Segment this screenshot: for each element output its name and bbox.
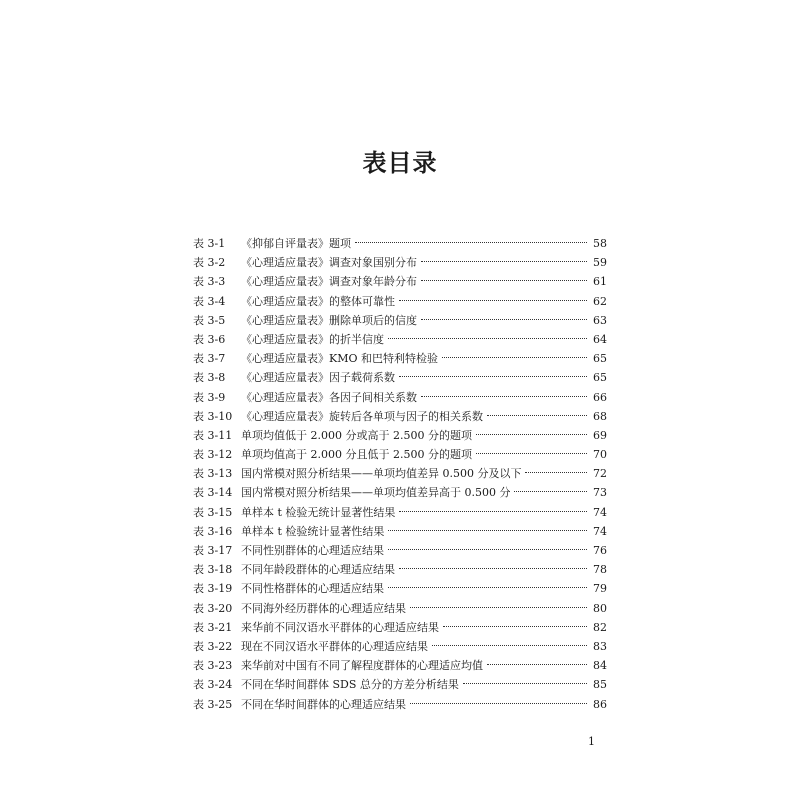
toc-entry[interactable] [193,637,607,656]
toc-entry-title: 单样本 t 检验无统计显著性结果 [241,505,396,519]
toc-entry-label: 表 3-23 [193,659,233,673]
toc-entry-label: 表 3-11 [193,428,233,442]
toc-entry-page: 65 [593,371,607,385]
toc-entry[interactable] [193,618,607,637]
toc-entry-page: 79 [593,582,607,596]
toc-entry[interactable] [193,522,607,541]
toc-entry-title: 《心理适应量表》调查对象国别分布 [241,256,417,270]
toc-entry[interactable] [193,311,607,330]
toc-entry-label: 表 3-5 [193,313,226,327]
toc-entry-page: 69 [593,428,607,442]
dot-leader [463,683,587,684]
toc-entry-label: 表 3-1 [193,237,226,250]
toc-entry[interactable] [193,292,607,311]
dot-leader [514,491,587,492]
dot-leader [443,626,587,627]
toc-entry-page: 76 [593,544,607,557]
toc-entry-label: 表 3-25 [193,697,233,711]
dot-leader [388,530,587,531]
toc-entry[interactable] [193,234,607,253]
toc-entry-label: 表 3-3 [193,275,226,289]
toc-entry[interactable] [193,407,607,426]
toc-entry-title: 《心理适应量表》KMO 和巴特利特检验 [241,352,438,366]
toc-entry-label: 表 3-9 [193,390,226,404]
dot-leader [410,703,587,704]
toc-entry-label: 表 3-6 [193,332,226,346]
toc-entry[interactable] [193,695,607,714]
table-of-contents-list [193,234,607,714]
toc-entry-title: 《心理适应量表》的整体可靠性 [241,294,395,308]
dot-leader [388,587,587,588]
toc-entry-label: 表 3-2 [193,256,226,270]
toc-entry-title: 不同在华时间群体的心理适应结果 [241,697,406,711]
toc-entry-page: 62 [593,294,607,308]
toc-entry-title: 不同年龄段群体的心理适应结果 [241,563,395,577]
toc-entry-title: 《心理适应量表》调查对象年龄分布 [241,275,417,289]
toc-entry-label: 表 3-15 [193,505,233,519]
toc-entry-label: 表 3-24 [193,678,233,692]
toc-entry-page: 82 [593,620,607,634]
dot-leader [432,645,587,646]
dot-leader [476,453,587,454]
toc-entry-title: 《心理适应量表》各因子间相关系数 [241,390,417,404]
toc-entry-title: 来华前不同汉语水平群体的心理适应结果 [241,620,439,634]
dot-leader [399,300,587,301]
toc-entry[interactable] [193,599,607,618]
toc-entry-page: 64 [593,332,607,346]
toc-entry-page: 63 [593,313,607,327]
toc-entry[interactable] [193,503,607,522]
toc-entry-title: 不同海外经历群体的心理适应结果 [241,601,406,615]
toc-entry-title: 单项均值低于 2.000 分或高于 2.500 分的题项 [241,428,472,442]
toc-entry[interactable] [193,656,607,675]
toc-entry[interactable] [193,483,607,502]
toc-entry-label: 表 3-13 [193,467,233,481]
toc-entry-page: 65 [593,352,607,366]
toc-entry-title: 《心理适应量表》旋转后各单项与因子的相关系数 [241,409,483,423]
toc-entry-title: 单样本 t 检验统计显著性结果 [241,524,385,538]
toc-entry-page: 86 [593,697,607,711]
dot-leader [442,357,587,358]
toc-entry-page: 73 [593,486,607,500]
toc-entry[interactable] [193,675,607,694]
toc-entry-label: 表 3-20 [193,601,233,615]
dot-leader [399,376,587,377]
toc-entry-title: 国内常模对照分析结果——单项均值差异高于 0.500 分 [241,486,511,500]
toc-entry-label: 表 3-8 [193,371,226,385]
toc-entry-page: 74 [593,505,607,519]
toc-entry-label: 表 3-14 [193,486,233,500]
dot-leader [487,415,587,416]
page-title: 表目录 [362,148,438,177]
toc-entry[interactable] [193,541,607,560]
toc-entry-page: 85 [593,678,607,692]
toc-entry-title: 《心理适应量表》删除单项后的信度 [241,313,417,327]
toc-entry[interactable] [193,349,607,368]
dot-leader [487,664,587,665]
toc-entry[interactable] [193,368,607,387]
toc-entry-title: 《心理适应量表》因子载荷系数 [241,371,395,385]
dot-leader [476,434,587,435]
page-number: 1 [588,735,595,748]
toc-entry[interactable] [193,330,607,349]
toc-entry[interactable] [193,445,607,464]
dot-leader [525,472,587,473]
toc-entry-title: 不同性格群体的心理适应结果 [241,582,384,596]
toc-entry-page: 72 [593,467,607,481]
toc-entry-title: 单项均值高于 2.000 分且低于 2.500 分的题项 [241,448,472,462]
toc-entry-title: 不同性别群体的心理适应结果 [241,544,384,557]
toc-entry-page: 61 [593,275,607,289]
dot-leader [388,549,587,550]
toc-entry[interactable] [193,253,607,272]
dot-leader [355,242,587,243]
toc-entry-page: 80 [593,601,607,615]
toc-entry-page: 74 [593,524,607,538]
toc-entry-title: 现在不同汉语水平群体的心理适应结果 [241,639,428,653]
toc-entry-title: 不同在华时间群体 SDS 总分的方差分析结果 [241,678,459,692]
toc-entry-label: 表 3-12 [193,448,233,462]
dot-leader [421,319,587,320]
toc-entry[interactable] [193,272,607,291]
dot-leader [410,607,587,608]
dot-leader [388,338,587,339]
toc-entry[interactable] [193,579,607,598]
toc-entry-page: 66 [593,390,607,404]
toc-entry-label: 表 3-19 [193,582,233,596]
toc-entry-page: 83 [593,639,607,653]
toc-entry[interactable] [193,388,607,407]
toc-entry-page: 84 [593,659,607,673]
dot-leader [399,568,587,569]
toc-entry-page: 70 [593,448,607,462]
toc-entry-label: 表 3-22 [193,639,233,653]
toc-entry-title: 《抑郁自评量表》题项 [241,237,351,250]
toc-entry-label: 表 3-21 [193,620,233,634]
toc-entry-page: 78 [593,563,607,577]
dot-leader [421,261,587,262]
dot-leader [421,396,587,397]
toc-entry-label: 表 3-4 [193,294,226,308]
toc-entry-title: 《心理适应量表》的折半信度 [241,332,384,346]
toc-entry[interactable] [193,464,607,483]
toc-entry[interactable] [193,426,607,445]
dot-leader [399,511,587,512]
toc-entry-title: 国内常模对照分析结果——单项均值差异 0.500 分及以下 [241,467,522,481]
dot-leader [421,280,587,281]
toc-entry-label: 表 3-16 [193,524,233,538]
toc-entry[interactable] [193,560,607,579]
toc-entry-page: 59 [593,256,607,270]
toc-entry-page: 68 [593,409,607,423]
toc-entry-page: 58 [593,237,607,250]
toc-entry-label: 表 3-7 [193,352,226,366]
toc-entry-title: 来华前对中国有不同了解程度群体的心理适应均值 [241,659,483,673]
toc-entry-label: 表 3-18 [193,563,233,577]
toc-entry-label: 表 3-10 [193,409,233,423]
toc-entry-label: 表 3-17 [193,544,233,557]
